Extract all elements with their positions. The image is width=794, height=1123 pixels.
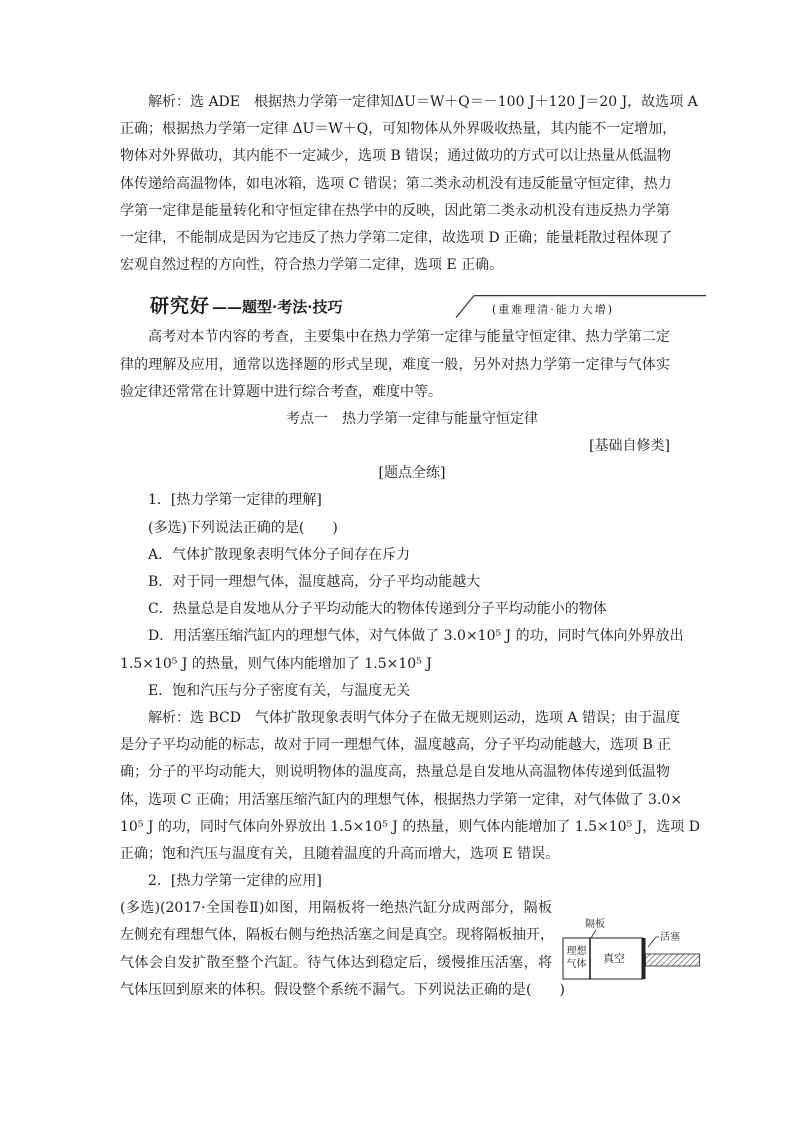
analysis-line: 解析：选 BCD 气体扩散现象表明气体分子在做无规则运动，选项 A 错误；由于温度 xyxy=(148,709,680,726)
analysis-line: 10⁵ J 的功，同时气体向外界放出 1.5×10⁵ J 的热量，则气体内能增加了 1.5×10⁵ J，选项 D xyxy=(120,818,700,835)
piston xyxy=(642,938,646,979)
gas-label-line-1: 理想 xyxy=(566,946,587,957)
banner-rule xyxy=(120,279,720,324)
question-stem: (多选)下列说法正确的是( ) xyxy=(148,519,338,536)
option-a: A．气体扩散现象表明气体分子间存在斥力 xyxy=(148,546,411,563)
question-stem-line: 左侧充有理想气体，隔板右侧与绝热活塞之间是真空。现将隔板抽开， xyxy=(120,927,554,944)
analysis-line: 解析：选 ADE 根据热力学第一定律知ΔU＝W＋Q＝－100 J＋120 J＝20 J，故选项 A xyxy=(148,94,698,110)
topic-category: [基础自修类] xyxy=(589,438,670,455)
analysis-line: 确；分子的平均动能大，则说明物体的温度高，热量总是自发地从高温物体传递到低温物 xyxy=(120,764,670,781)
topic-heading: 考点一 热力学第一定律与能量守恒定律 xyxy=(286,410,538,427)
question-title: 1．[热力学第一定律的理解] xyxy=(148,492,322,509)
banner-dash: —— xyxy=(212,298,242,317)
option-c: C．热量总是自发地从分子平均动能大的物体传递到分子平均动能小的物体 xyxy=(148,601,607,618)
analysis-line: 正确；饱和汽压与温度有关，且随着温度的升高而增大，选项 E 错误。 xyxy=(120,845,560,862)
option-d: D．用活塞压缩汽缸内的理想气体，对气体做了 3.0×10⁵ J 的功，同时气体向外界放出 xyxy=(148,628,684,645)
analysis-line: 宏观自然过程的方向性，符合热力学第二定律，选项 E 正确。 xyxy=(120,257,504,274)
question-stem-line: 气体会自发扩散至整个汽缸。待气体达到稳定后，缓慢推压活塞，将 xyxy=(120,954,552,971)
banner-subtitle: 题型·考法·技巧 xyxy=(242,298,343,317)
analysis-line: 是分子平均动能的标志，故对于同一理想气体，温度越高，分子平均动能越大，选项 B 正 xyxy=(120,737,672,754)
banner-slash xyxy=(456,296,474,318)
piston-rod xyxy=(646,954,700,966)
practice-label: [题点全练] xyxy=(378,465,446,482)
analysis-line: 一定律，不能制成是因为它违反了热力学第二定律，故选项 D 正确；能量耗散过程体现了 xyxy=(120,229,673,246)
analysis-line: 体传递给高温物体，如电冰箱，选项 C 错误；第二类永动机没有违反能量守恒定律，热力 xyxy=(120,175,672,192)
previous-analysis xyxy=(120,89,698,279)
option-d-continued: 1.5×10⁵ J 的热量，则气体内能增加了 1.5×10⁵ J xyxy=(120,655,432,672)
intro-line: 律的理解及应用，通常以选择题的形式呈现，难度一般，另外对热力学第一定律与气体实 xyxy=(120,356,670,373)
intro-line: 验定律还常常在计算题中进行综合考查，难度中等。 xyxy=(120,383,442,400)
analysis-line: 物体对外界做功，其内能不一定减少，选项 B 错误；通过做功的方式可以让热量从低温物 xyxy=(120,148,672,165)
analysis-line: 学第一定律是能量转化和守恒定律在热学中的反映，因此第二类永动机没有违反热力学第 xyxy=(120,202,670,219)
intro-paragraph xyxy=(120,324,670,406)
partition-label: 隔板 xyxy=(585,919,605,930)
question-stem-line: 气体压回到原来的体积。假设整个系统不漏气。下列说法正确的是( ) xyxy=(120,981,565,998)
intro-line: 高考对本节内容的考查，主要集中在热力学第一定律与能量守恒定律、热力学第二定 xyxy=(148,329,670,346)
question-title: 2．[热力学第一定律的应用] xyxy=(148,873,322,890)
page-content xyxy=(120,89,700,1004)
vacuum-label: 真空 xyxy=(603,952,625,965)
partition-leader xyxy=(591,930,596,938)
option-b: B．对于同一理想气体，温度越高，分子平均动能越大 xyxy=(148,574,481,590)
gas-label-line-2: 气体 xyxy=(566,959,587,970)
section-banner xyxy=(120,279,670,324)
cylinder-diagram xyxy=(556,912,706,988)
banner-title: 研究好 xyxy=(150,295,211,318)
analysis-line: 体，选项 C 正确；用活塞压缩汽缸内的理想气体，根据热力学第一定律，对气体做了 3.0× xyxy=(120,791,683,808)
question-1 xyxy=(120,487,700,868)
option-e: E．饱和汽压与分子密度有关，与温度无关 xyxy=(148,682,411,699)
piston-leader xyxy=(648,937,659,947)
analysis-line: 正确；根据热力学第一定律 ΔU＝W＋Q，可知物体从外界吸收热量，其内能不一定增加， xyxy=(120,121,677,138)
question-stem-line: (多选)(2017·全国卷Ⅱ)如图，用隔板将一绝热汽缸分成两部分，隔板 xyxy=(120,900,552,917)
piston-label: 活塞 xyxy=(660,932,680,943)
banner-tagline: (重难理清·能力大增) xyxy=(492,303,615,317)
